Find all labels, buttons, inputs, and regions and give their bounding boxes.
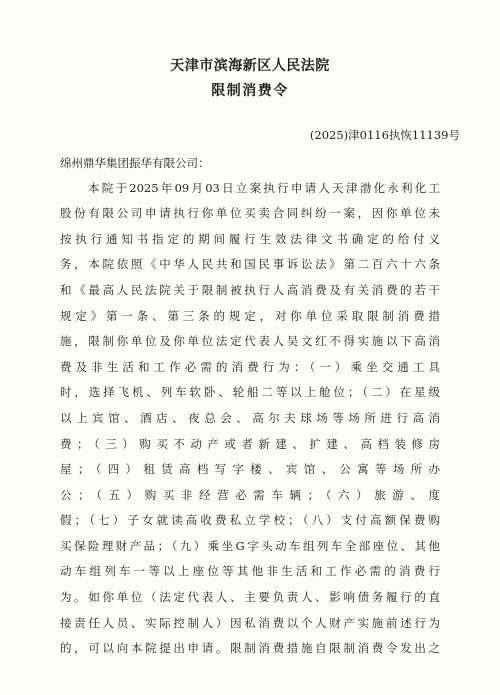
body-line: 费；（三）购买不动产或者新建、扩建、高档装修房 (60, 437, 440, 451)
body-line: 务，本院依照《中华人民共和国民事诉讼法》第二百六十六条 (60, 257, 440, 271)
body-line: 公；（五）购买非经营必需车辆；（六）旅游、度 (60, 488, 440, 502)
body-line: 规定》第一条、第三条的规定，对你单位采取限制消费措 (60, 309, 440, 323)
body-line: 屋；（四）租赁高档写字楼、宾馆、公寓等场所办 (60, 462, 440, 476)
body-line: 的，可以向本院提出申请。限制消费措施自限制消费令发出之 (60, 641, 440, 655)
body-line: 按执行通知书指定的期间履行生效法律文书确定的给付义 (60, 232, 440, 246)
body-line: 股份有限公司申请执行你单位买卖合同纠纷一案，因你单位未 (60, 206, 440, 220)
body-line: 时，选择飞机、列车软卧、轮船二等以上舱位；（二）在星级 (60, 385, 440, 399)
addressee: 绵州鼎华集团振华有限公司： (60, 156, 210, 170)
document-title: 限制消费令 (211, 83, 289, 99)
body-line: 动车组列车一等以上座位等其他非生活和工作必需的消费行 (60, 564, 440, 578)
body-line: 接责任人员、实际控制人）因私消费以个人财产实施前述行为 (60, 616, 440, 630)
court-name: 天津市滨海新区人民法院 (170, 58, 330, 74)
body-line: 假；（七）子女就读高收费私立学校；（八）支付高额保费购 (60, 513, 440, 527)
body-line: 本院于2025年09月03日立案执行申请人天津渤化永利化工 (88, 181, 440, 195)
body-line: 施，限制你单位及你单位法定代表人吴文红不得实施以下高消 (60, 334, 440, 348)
body-line: 以上宾馆、酒店、夜总会、高尔夫球场等场所进行高消 (60, 411, 440, 425)
body-line: 为。如你单位（法定代表人、主要负责人、影响债务履行的直 (60, 590, 440, 604)
case-number: (2025)津0116执恢11139号 (309, 128, 460, 142)
body-line: 买保险理财产品；（九）乘坐G字头动车组列车全部座位、其他 (60, 539, 440, 553)
body-line: 和《最高人民法院关于限制被执行人高消费及有关消费的若干 (60, 283, 440, 297)
body-line: 费及非生活和工作必需的消费行为：（一）乘坐交通工具 (60, 360, 440, 374)
